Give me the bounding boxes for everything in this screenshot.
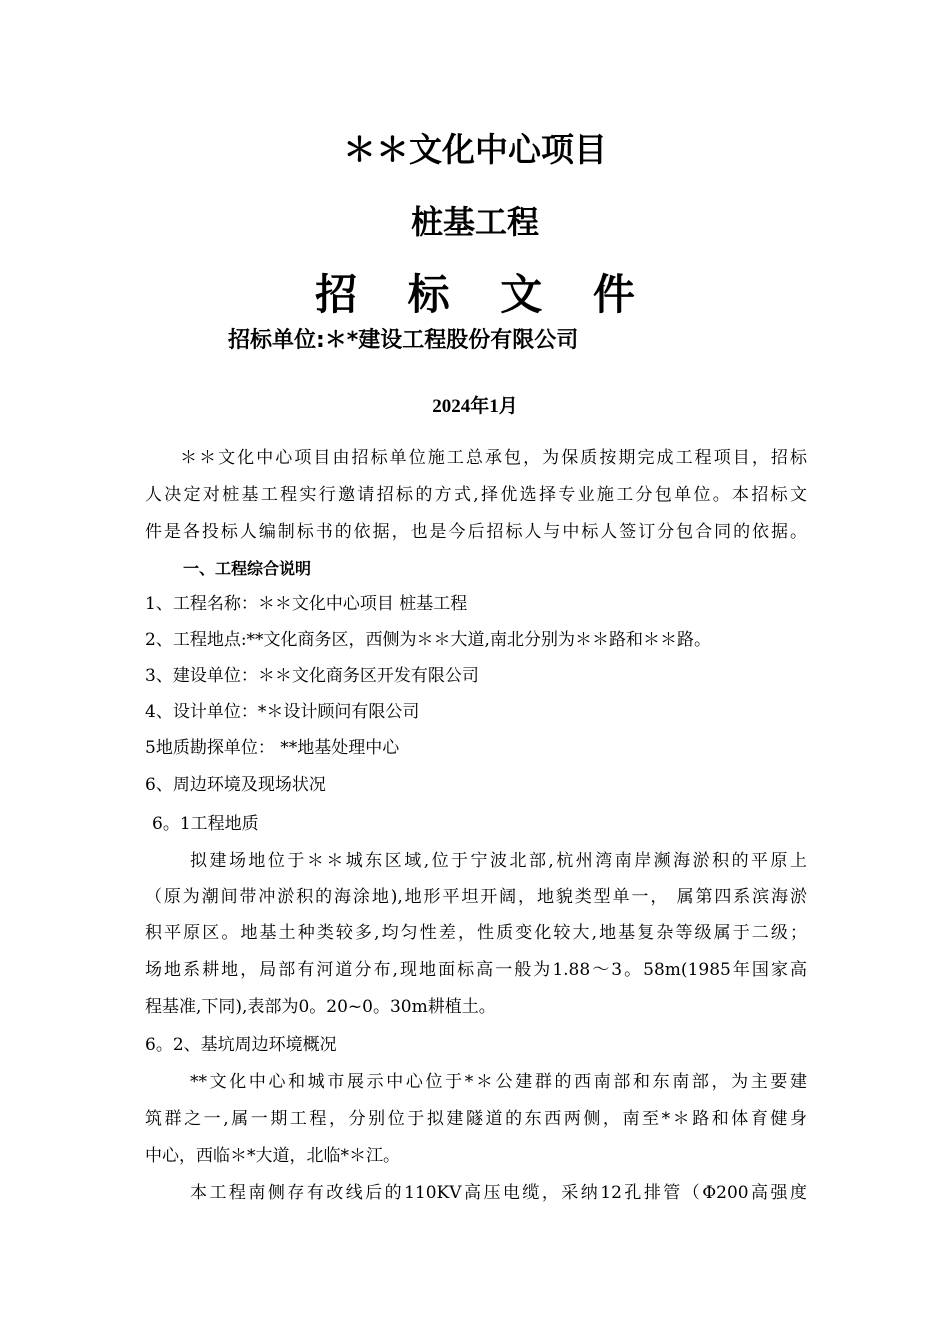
paragraph-line: 拟建场地位于＊＊城东区域,位于宁波北部,杭州湾南岸濒海淤积的平原上: [190, 851, 807, 871]
project-title: ＊＊文化中心项目: [343, 130, 607, 169]
list-item: 4、设计单位：*＊设计顾问有限公司: [145, 702, 420, 722]
intro-line-3: 件是各投标人编制标书的依据，也是今后招标人与中标人签订分包合同的依据。: [145, 522, 807, 542]
subsection-heading: 6。2、基坑周边环境概况: [145, 1035, 337, 1055]
intro-line-2: 人决定对桩基工程实行邀请招标的方式,择优选择专业施工分包单位。本招标文: [145, 485, 807, 505]
list-item: 6、周边环境及现场状况: [145, 775, 326, 795]
list-item: 2、工程地点:**文化商务区，西侧为＊＊大道,南北分别为＊＊路和＊＊路。: [145, 630, 711, 650]
paragraph-line: 本工程南侧存有改线后的110KV高压电缆，采纳12孔排管（Φ200高强度: [190, 1183, 807, 1203]
paragraph-line: 中心，西临＊*大道，北临*＊江。: [145, 1146, 400, 1166]
list-item: 1、工程名称：＊＊文化中心项目 桩基工程: [145, 594, 468, 614]
paragraph-line: **文化中心和城市展示中心位于*＊公建群的西南部和东南部，为主要建: [190, 1072, 807, 1092]
paragraph-line: 筑群之一,属一期工程，分别位于拟建隧道的东西两侧，南至*＊路和体育健身: [145, 1109, 807, 1129]
project-subtitle: 桩基工程: [410, 203, 539, 241]
paragraph-line: 程基准,下同),表部为0。20~0。30m耕植土。: [145, 997, 496, 1017]
paragraph-line: （原为潮间带冲淤积的海涂地),地形平坦开阔，地貌类型单一， 属第四系滨海淤: [145, 887, 807, 907]
document-date: 2024年1月: [432, 396, 518, 417]
intro-line-1: ＊＊文化中心项目由招标单位施工总承包，为保质按期完成工程项目，招标: [180, 448, 807, 468]
paragraph-line: 场地系耕地，局部有河道分布,现地面标高一般为1.88～3。58m(1985年国家高: [145, 960, 807, 980]
list-item: 5地质勘探单位： **地基处理中心: [145, 738, 400, 758]
section-heading: 一、工程综合说明: [183, 559, 312, 578]
bidder-unit: 招标单位:＊*建设工程股份有限公司: [228, 328, 579, 353]
list-item: 3、建设单位：＊＊文化商务区开发有限公司: [145, 666, 479, 686]
document-type-title: 招 标 文 件: [315, 270, 653, 319]
subsection-heading: 6。1工程地质: [152, 814, 259, 834]
paragraph-line: 积平原区。地基土种类较多,均匀性差，性质变化较大,地基复杂等级属于二级；: [145, 923, 807, 943]
